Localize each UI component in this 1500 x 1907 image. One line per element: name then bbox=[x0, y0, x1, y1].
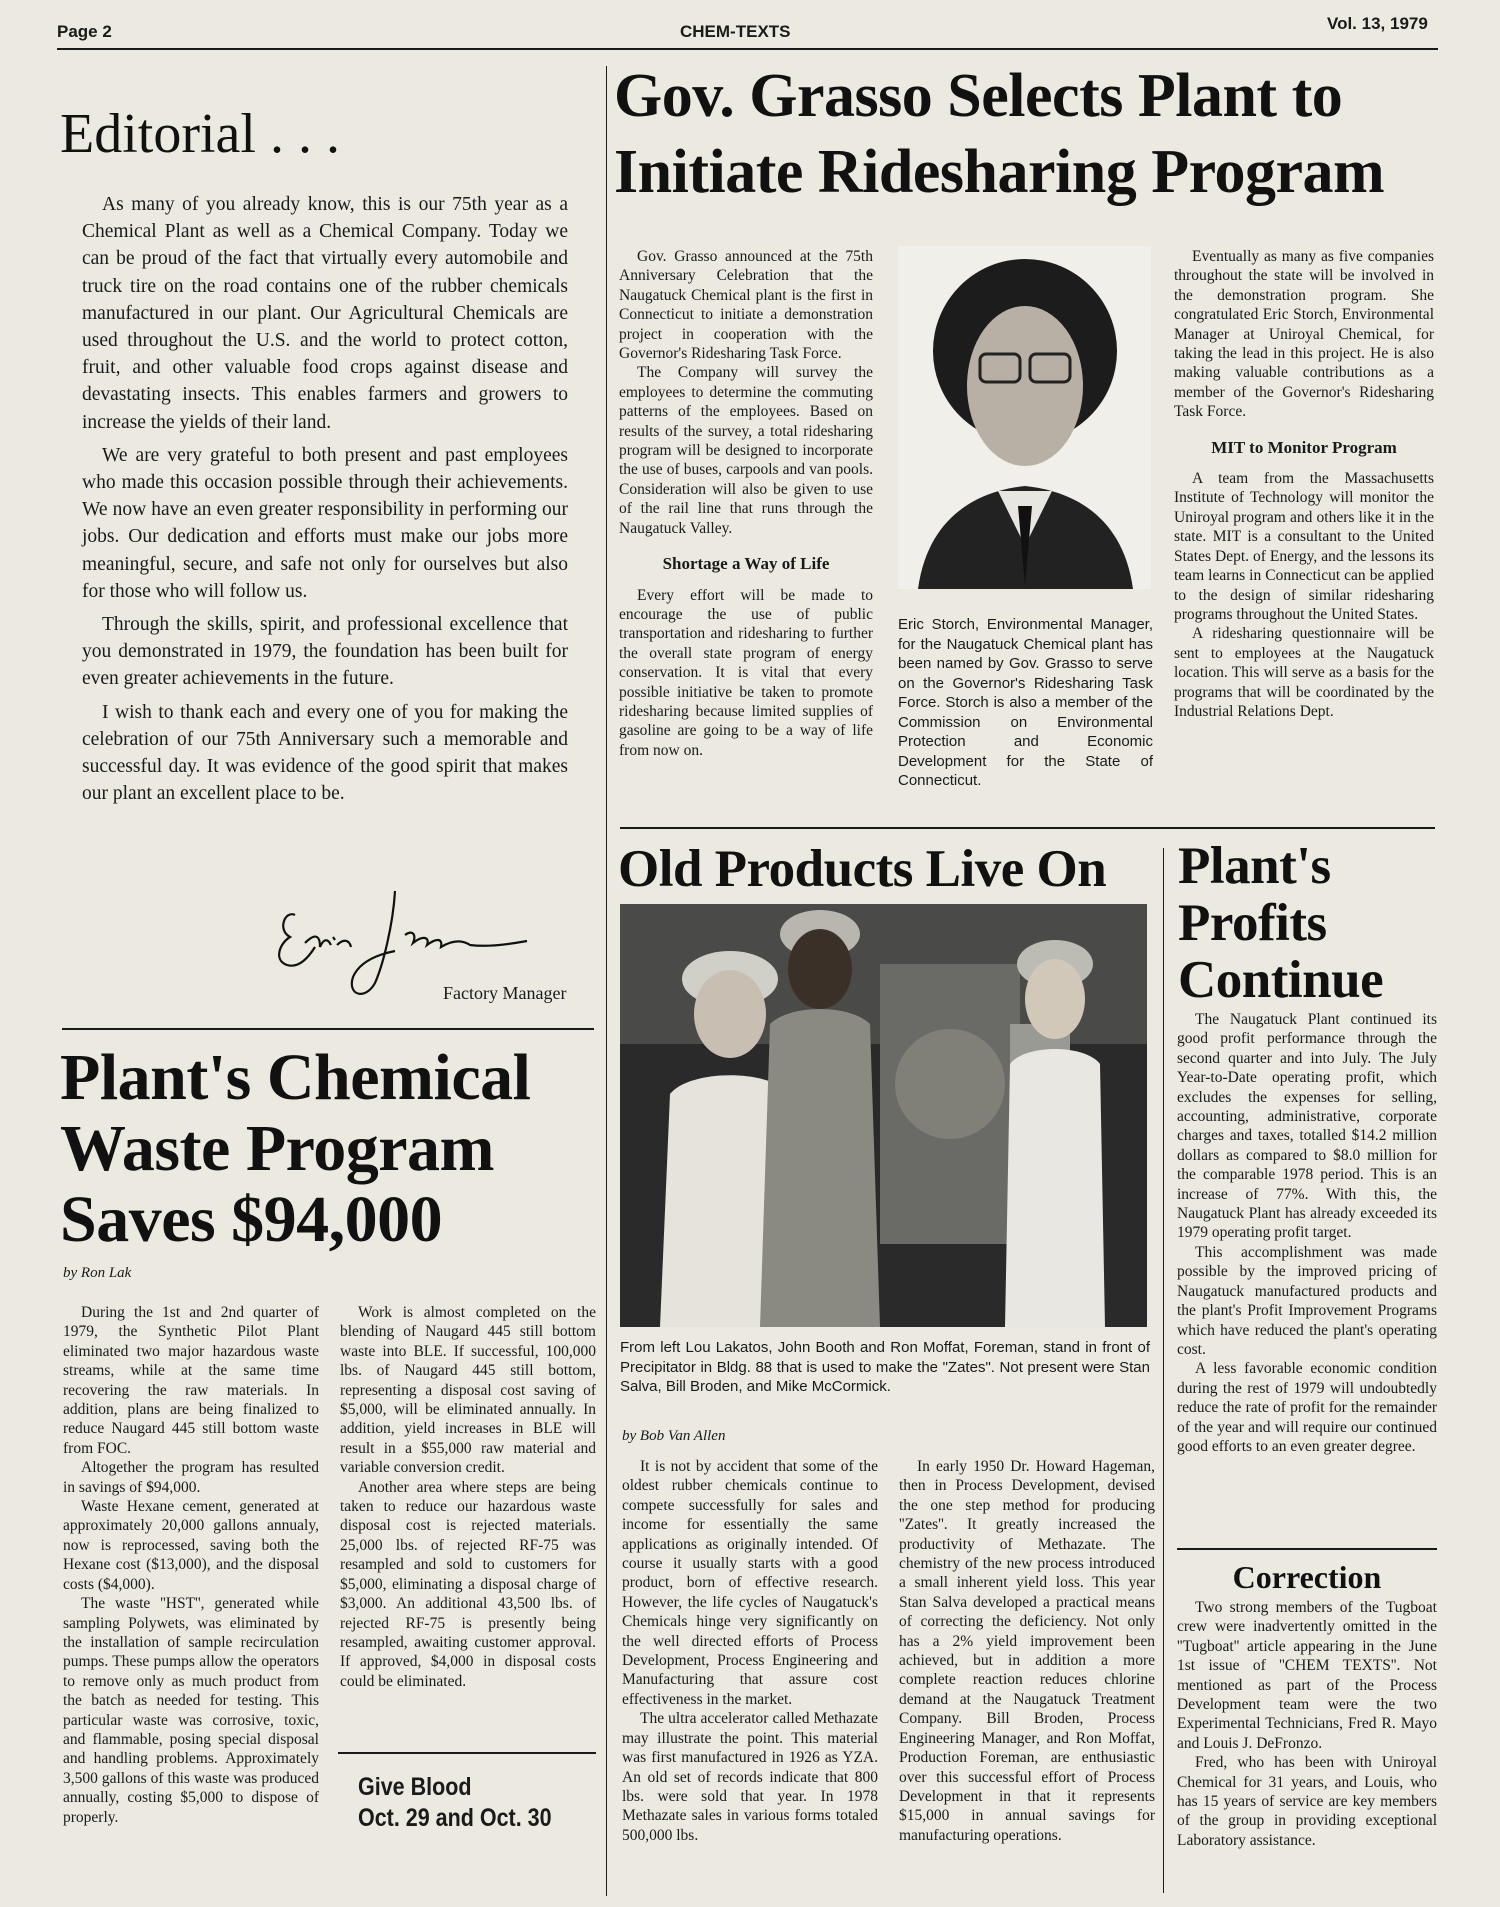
give-blood-line1: Give Blood bbox=[358, 1773, 472, 1801]
publication-name: CHEM-TEXTS bbox=[680, 22, 791, 41]
old-products-column-1 bbox=[622, 1457, 878, 1845]
section-rule-middle bbox=[620, 827, 1435, 829]
workers-photo bbox=[620, 904, 1147, 1327]
grasso-paragraph: The Company will survey the employees to determine the commuting patterns of the employees. Based on results of the survey, a total ridesharing program will be designed to incorporate the use of buses, carpools and van pools. Consideration will also be given to use of the rail line that runs through the Naugatuck Valley. bbox=[619, 364, 873, 537]
correction-paragraph: Two strong members of the Tugboat crew were inadvertently omitted in the ''Tugboat'' article appearing in the June 1st issue of ''CHEM TEXTS''. Not mentioned as part of the Process Development team were the two Experimental Technicians, Fred R. Mayo and Louis J. DeFronzo. bbox=[1177, 1599, 1437, 1752]
waste-column-1 bbox=[63, 1303, 319, 1827]
grasso-subhead-mit: MIT to Monitor Program bbox=[1211, 437, 1397, 457]
grasso-photo-caption: Eric Storch, Environmental Manager, for the Naugatuck Chemical plant has been named by Gov. Grasso to serve on the Governor's Ridesharing Task Force. Storch is also a member of the Commission on Environmental Protection and Economic Development for the State of Connecticut. bbox=[898, 616, 1153, 789]
waste-column-2 bbox=[340, 1303, 596, 1691]
grasso-column-3 bbox=[1174, 247, 1434, 721]
profits-paragraph: The Naugatuck Plant continued its good profit performance through the second quarter and into July. The July Year-to-Date operating profit, which excludes the expenses for selling, accounting, administrative, corporate charges and taxes, totalled $14.2 million dollars as compared to $8.0 million for the comparable 1978 period. This is an increase of 77%. With this, the Naugatuck Plant has already exceeded its 1979 operating profit target. bbox=[1177, 1011, 1437, 1242]
correction-paragraph: Fred, who has been with Uniroyal Chemical for 31 years, and Louis, who has 15 years of service are key members of the group in providing exceptional Laboratory assistance. bbox=[1177, 1754, 1437, 1849]
correction-headline: Correction bbox=[1232, 1559, 1382, 1595]
grasso-subhead-shortage: Shortage a Way of Life bbox=[662, 554, 830, 574]
header-rule bbox=[57, 48, 1438, 50]
section-rule-left bbox=[62, 1028, 594, 1030]
eric-storch-photo bbox=[898, 246, 1151, 589]
grasso-paragraph: Gov. Grasso announced at the 75th Anniversary Celebration that the Naugatuck Chemical plant is the first in Connecticut to initiate a demonstration project in cooperation with the Governor's Ridesharing Task Force. bbox=[619, 248, 873, 363]
old-products-column-2 bbox=[899, 1457, 1155, 1845]
grasso-paragraph: Eventually as many as five companies throughout the state will be involved in the demonstration program. She congratulated Eric Storch, Environmental Manager at Uniroyal Chemical, for taking the lead in this project. He is also making valuable contributions as a member of the Governor's Ridesharing Task Force. bbox=[1174, 248, 1434, 421]
grasso-headline: Gov. Grasso Selects Plant to Initiate Ridesharing Program bbox=[614, 62, 1385, 206]
old-products-paragraph: In early 1950 Dr. Howard Hageman, then in Process Development, devised the one step method for producing ''Zates''. It greatly increased the productivity of Methazate. The chemistry of the new process introduced a small inherent yield loss. This year Stan Salva developed a practical means of correcting the deficiency. Not only has a 2% yield improvement been achieved, but in addition a more complete reaction reduces chlorine demand at the Naugatuck Treatment Company. Bill Broden, Process Engineering Manager, and Ron Moffat, Production Foreman, are enthusiastic over this successful effort of Process Development in that it represents $15,000 in annual savings for manufacturing operations. bbox=[899, 1458, 1155, 1844]
column-divider-left bbox=[606, 66, 607, 1896]
grasso-column-1 bbox=[619, 247, 873, 760]
waste-headline: Plant's Chemical Waste Program Saves $94,000 bbox=[60, 1041, 531, 1256]
grasso-paragraph: A ridesharing questionnaire will be sent to employees at the Naugatuck location. This will serve as a basis for the programs that will be coordinated by the Industrial Relations Dept. bbox=[1174, 625, 1434, 720]
give-blood-line2: Oct. 29 and Oct. 30 bbox=[358, 1804, 552, 1832]
profits-body bbox=[1177, 1010, 1437, 1456]
old-products-headline: Old Products Live On bbox=[618, 840, 1107, 898]
column-divider-right bbox=[1163, 848, 1164, 1893]
profits-paragraph: A less favorable economic condition during the rest of 1979 will undoubtedly reduce the rate of profit for the remainder of the year and will require our continued good efforts to an even greater degree. bbox=[1177, 1360, 1437, 1455]
profits-headline: Plant's Profits Continue bbox=[1178, 837, 1384, 1009]
editorial-title: Editorial . . . bbox=[60, 103, 340, 165]
grasso-paragraph: Every effort will be made to encourage the use of public transportation and ridesharing to further the overall state program of energy conservation. It is vital that every possible initiative be taken to promote ridesharing because limited supplies of gasoline are going to be a way of life from now on. bbox=[619, 586, 873, 759]
correction-body bbox=[1177, 1598, 1437, 1850]
waste-paragraph: Another area where steps are being taken to reduce our hazardous waste disposal cost is rejected materials. 25,000 lbs. of rejected RF-75 was resampled and sold to customers for $5,000, eliminating a disposal charge of $3,000. An additional 43,500 lbs. of rejected RF-75 is presently being resampled, awaiting customer approval. If approved, $4,000 in disposal costs could be eliminated. bbox=[340, 1478, 596, 1690]
waste-paragraph: Altogether the program has resulted in savings of $94,000. bbox=[63, 1459, 319, 1496]
waste-byline: by Ron Lak bbox=[63, 1265, 132, 1281]
editorial-paragraph: As many of you already know, this is our 75th year as a Chemical Plant as well as a Chemical Company. Today we can be proud of the fact that virtually every automobile and truck tire on the road contains one of the rubber chemicals manufactured in our plant. Our Agricultural Chemicals are used throughout the U.S. and the world to protect cotton, fruit, and other valuable food crops against disease and devastating insects. This enables farmers and growers to increase the yields of their land. bbox=[82, 194, 568, 433]
waste-paragraph: During the 1st and 2nd quarter of 1979, the Synthetic Pilot Plant eliminated two major hazardous waste streams, while at the same time recovering the raw materials. In addition, plans are being finalized to reduce Naugard 445 still bottom waste from FOC. bbox=[63, 1304, 319, 1457]
give-blood-notice bbox=[358, 1772, 552, 1834]
old-products-paragraph: It is not by accident that some of the oldest rubber chemicals continue to compete successfully for sales and income for essentially the same applications as originally intended. Of course it usually starts with a good product, born of effective research. However, the life cycles of Naugatuck's Chemicals hinge very significantly on the well directed efforts of Process Development, Process Engineering and Manufacturing that assure cost effectiveness in the market. bbox=[622, 1458, 878, 1708]
waste-paragraph: The waste ''HST'', generated while sampling Polywets, was eliminated by the installation of sample recirculation pumps. These pumps allow the operators to remove only as much product from the batch as needed for testing. This particular waste was corrosive, toxic, and flammable, posing special disposal and handling problems. Approximately 3,500 gallons of this waste was produced annually, costing $5,000 to dispose of properly. bbox=[63, 1595, 319, 1826]
editorial-paragraph: We are very grateful to both present and past employees who made this occasion possible through their achievements. We now have an even greater responsibility in performing our jobs. Our dedication and efforts must make our jobs more meaningful, secure, and safe not only for ourselves but also for those who will follow us. bbox=[82, 444, 568, 602]
volume-label: Vol. 13, 1979 bbox=[1327, 14, 1428, 33]
blood-rule bbox=[338, 1752, 596, 1754]
old-products-byline: by Bob Van Allen bbox=[622, 1428, 726, 1444]
editorial-paragraph: Through the skills, spirit, and professional excellence that you demonstrated in 1979, the foundation has been built for even greater achievements in the future. bbox=[82, 614, 568, 690]
waste-paragraph: Waste Hexane cement, generated at approximately 20,000 gallons annualy, now is reprocessed, saving both the Hexane cost ($13,000), and the disposal costs ($4,000). bbox=[63, 1498, 319, 1593]
grasso-paragraph: A team from the Massachusetts Institute of Technology will monitor the Uniroyal program and others like it in the state. MIT is a consultant to the United States Dept. of Energy, and the lessons its team learns in Connecticut can be applied to the design of similar ridesharing programs throughout the United States. bbox=[1174, 470, 1434, 623]
waste-paragraph: Work is almost completed on the blending of Naugard 445 still bottom waste into BLE. If successful, 100,000 lbs. of Naugard 445 still bottom, representing a disposal cost saving of $5,000, will be eliminated annually. In addition, yield increases in BLE will result in a $55,000 raw material and variable conversion credit. bbox=[340, 1304, 596, 1477]
correction-rule bbox=[1177, 1548, 1437, 1550]
profits-paragraph: This accomplishment was made possible by the improved pricing of Naugatuck manufactured products and the plant's Profit Improvement Programs which have reduced the plant's operating cost. bbox=[1177, 1243, 1437, 1358]
page-number: Page 2 bbox=[57, 22, 112, 41]
editorial-body bbox=[82, 191, 568, 813]
old-products-paragraph: The ultra accelerator called Methazate may illustrate the point. This material was first manufactured in 1926 as YZA. An old set of records indicate that 800 lbs. were sold that year. In 1978 Methazate sales in various forms totaled 500,000 lbs. bbox=[622, 1710, 878, 1844]
editorial-paragraph: I wish to thank each and every one of you for making the celebration of our 75th Anniversary such a memorable and successful day. It was evidence of the good spirit that makes our plant an excellent place to be. bbox=[82, 701, 568, 805]
workers-photo-caption: From left Lou Lakatos, John Booth and Ron Moffat, Foreman, stand in front of Precipitator in Bldg. 88 that is used to make the "Zates". Not present were Stan Salva, Bill Broden, and Mike McCormick. bbox=[620, 1339, 1150, 1395]
signer-title: Factory Manager bbox=[443, 983, 567, 1003]
